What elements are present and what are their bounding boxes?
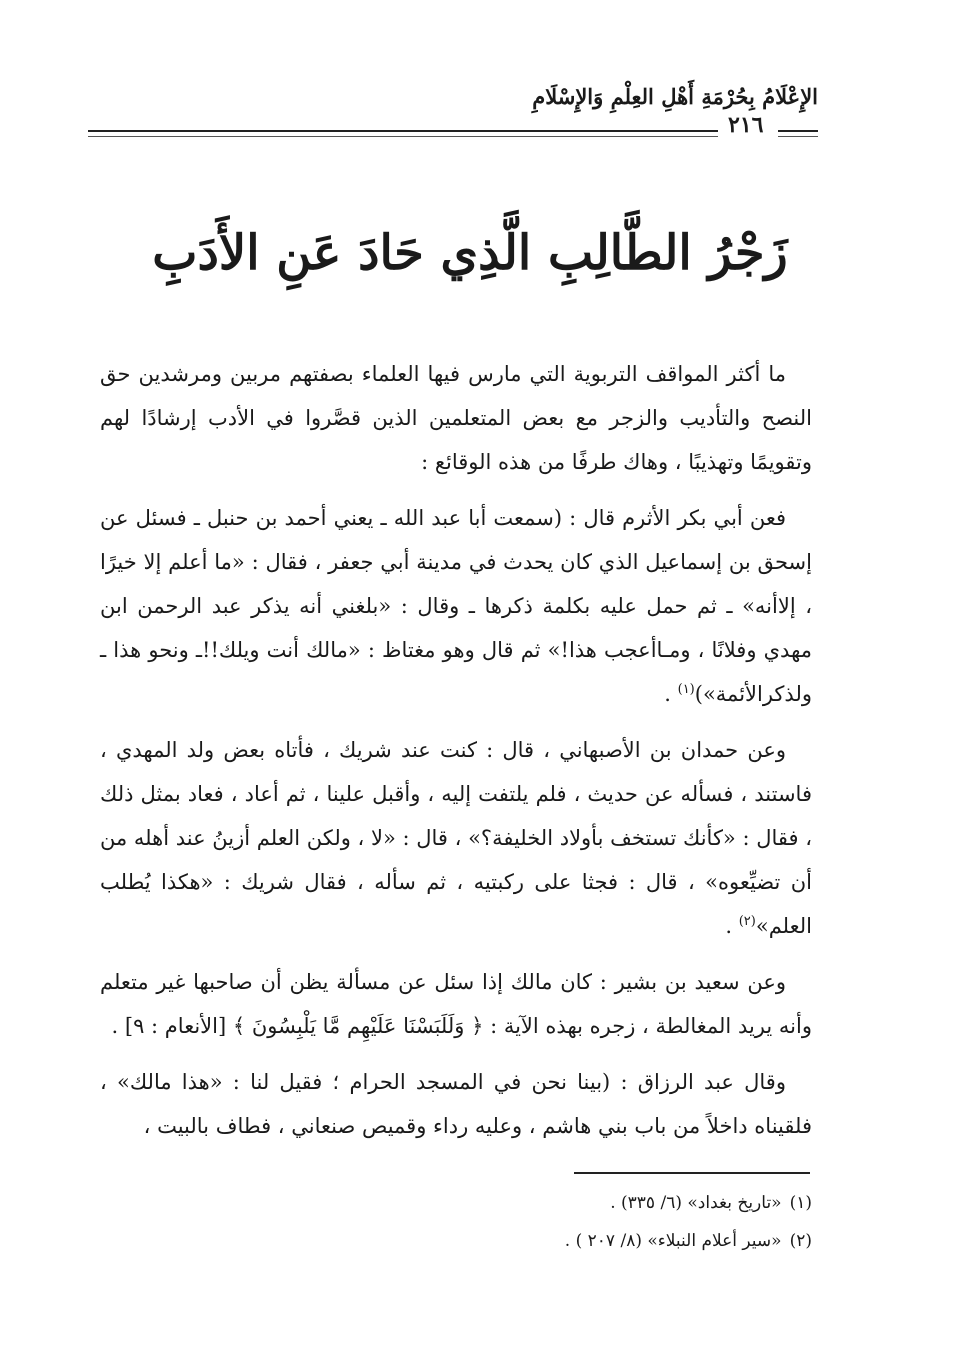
footnote-text: «سير أعلام النبلاء» (٨/ ٢٠٧ ) . bbox=[564, 1231, 782, 1251]
header-rule bbox=[88, 130, 718, 137]
footnote-reference: (١) bbox=[677, 682, 695, 697]
paragraph-text: وعن سعيد بن بشير : كان مالك إذا سئل عن مسألة يظن أن صاحبها غير متعلم وأنه يريد المغالطة ، زجره بهذه الآية : ﴿ وَلَلَبَسْنَا عَلَيْهِم مَّا يَلْبِسُونَ ﴾ [الأنعام : ٩] . bbox=[100, 970, 812, 1038]
footnote bbox=[300, 1222, 812, 1260]
footnote bbox=[300, 1184, 812, 1222]
paragraph bbox=[100, 728, 812, 948]
paragraph bbox=[100, 496, 812, 716]
paragraph-text: فعن أبي بكر الأثرم قال : (سمعت أبا عبد الله ـ يعني أحمد بن حنبل ـ فسئل عن إسحق بن إسماعيل الذي كان يحدث في مدينة أبي جعفر ، فقال : «ما أعلم إلا خيرًا ، إلاأنه» ـ ثم حمل عليه بكلمة ذكرها ـ وقال : «بلغني أنه يذكر عبد الرحمن ابن مهدي وفلانًا ، ومـاأعجب هذا!» ثم قال وهو مغتاظ : «مالك أنت ويلك!!ـ ونحو هذا ـ ولذكرالأئمة») bbox=[100, 506, 812, 706]
paragraph-text: وعن حمدان بن الأصبهاني ، قال : كنت عند شريك ، فأتاه بعض ولد المهدي ، فاستند ، فسأله عن حديث ، فلم يلتفت إليه ، وأقبل علينا ، ثم أعاد ، فعاد بمثل ذلك ، فقال : «كأنك تستخف بأولاد الخليفة؟» ، قال : «لا ، ولكن العلم أزينُ عند أهله من أن تضيِّعوه» ، قال : فجثا على ركبتيه ، ثم سأله ، فقال شريك : «هكذا يُطلب العلم» bbox=[100, 738, 812, 938]
footnote-reference: (٢) bbox=[738, 914, 756, 929]
running-header bbox=[88, 78, 818, 138]
header-rule-short bbox=[778, 130, 818, 137]
chapter-title: زَجْرُ الطَّالِبِ الَّذِي حَادَ عَنِ الأَدَبِ bbox=[152, 225, 788, 281]
paragraph bbox=[100, 352, 812, 484]
footnote-rule bbox=[574, 1172, 810, 1174]
paragraph bbox=[100, 960, 812, 1048]
footnote-text: «تاريخ بغداد» (٦/ ٣٣٥) . bbox=[610, 1193, 782, 1213]
paragraph-text: ما أكثر المواقف التربوية التي مارس فيها العلماء بصفتهم مربين ومرشدين حق النصح والتأديب والزجر مع بعض المتعلمين الذين قصَّروا في الأدب إرشادًا لهم وتقويمًا وتهذيبًا ، وهاك طرفًا من هذه الوقائع : bbox=[100, 362, 812, 474]
paragraph-tail: . bbox=[664, 682, 678, 706]
paragraph-tail: . bbox=[725, 914, 739, 938]
paragraph-text: وقال عبد الرزاق : (بينا نحن في المسجد الحرام ؛ فقيل لنا : «هذا مالك» ، فلقيناه داخلاً من باب بني هاشم ، وعليه رداء وقميص صنعاني ، فطاف بالبيت ، bbox=[100, 1070, 812, 1138]
paragraph bbox=[100, 1060, 812, 1148]
book-title: الإِعْلَامُ بِحُرْمَةِ أَهْلِ العِلْمِ وَالإِسْلَامِ bbox=[532, 84, 818, 109]
footnote-number: (١) bbox=[789, 1193, 812, 1213]
body-text bbox=[100, 352, 812, 1148]
footnote-number: (٢) bbox=[789, 1231, 812, 1251]
footnotes bbox=[300, 1184, 812, 1260]
page-number: ٢١٦ bbox=[728, 112, 764, 138]
